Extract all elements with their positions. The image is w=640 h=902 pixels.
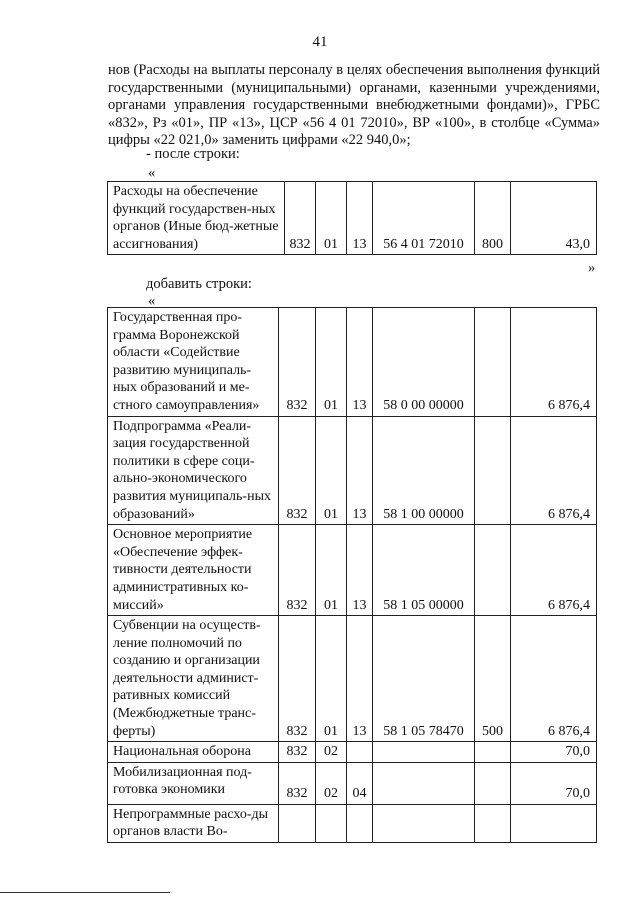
row-name: Мобилизационная под-готовка экономики [108, 762, 279, 804]
row-grbs: 832 [279, 742, 316, 763]
footer-rule [0, 892, 170, 893]
table-row [108, 416, 597, 525]
open-quote-1: « [148, 165, 156, 181]
row-sum: 6 876,4 [511, 308, 597, 417]
row-vr [475, 308, 511, 417]
row-rz: 02 [316, 742, 347, 763]
row-sum: 70,0 [511, 742, 597, 763]
row-pr: 13 [347, 308, 373, 417]
open-quote-2: « [148, 293, 156, 309]
row-name: Основное мероприятие «Обеспечение эффек-тивности деятельности административных ко-миссий» [108, 525, 279, 616]
row-rz [316, 804, 347, 842]
row-pr: 13 [347, 616, 373, 742]
row-csr [373, 762, 475, 804]
close-quote: » [588, 260, 596, 276]
row-pr: 13 [347, 525, 373, 616]
table-row [108, 762, 597, 804]
row-rz: 02 [316, 762, 347, 804]
row-sum: 6 876,4 [511, 416, 597, 525]
row-vr: 800 [475, 182, 511, 255]
table-row [108, 308, 597, 417]
row-name: Расходы на обеспечение функций государствен-ных органов (Иные бюд-жетные ассигнования) [108, 182, 285, 255]
row-csr [373, 804, 475, 842]
table-added-rows [107, 307, 597, 843]
add-lines-label: добавить строки: [146, 276, 252, 292]
row-grbs: 832 [279, 525, 316, 616]
row-sum: 6 876,4 [511, 616, 597, 742]
row-grbs [279, 804, 316, 842]
row-pr: 04 [347, 762, 373, 804]
table-row [108, 525, 597, 616]
row-pr [347, 804, 373, 842]
row-vr: 500 [475, 616, 511, 742]
row-csr: 58 0 00 00000 [373, 308, 475, 417]
table-row [108, 182, 597, 255]
row-rz: 01 [316, 308, 347, 417]
row-vr [475, 742, 511, 763]
row-pr: 13 [347, 182, 373, 255]
row-grbs: 832 [279, 308, 316, 417]
after-line-label: - после строки: [146, 146, 240, 162]
intro-paragraph: нов (Расходы на выплаты персоналу в целях обеспечения выполнения функций государственными (муниципальными) органами, казенными учреждениями, органами управления государственными внебюджетными фондами)», ГРБС «832», Рз «01», ПР «13», ЦСР «56 4 01 72010», ВР «100», в столбце «Сумма» цифры «22 021,0» заменить цифрами «22 940,0»; [108, 62, 600, 149]
row-csr: 58 1 05 78470 [373, 616, 475, 742]
row-sum: 43,0 [511, 182, 597, 255]
row-csr: 58 1 00 00000 [373, 416, 475, 525]
row-grbs: 832 [279, 616, 316, 742]
row-rz: 01 [316, 525, 347, 616]
row-rz: 01 [316, 616, 347, 742]
row-vr [475, 525, 511, 616]
table-row [108, 804, 597, 842]
row-name: Подпрограмма «Реали-зация государственной политики в сфере соци-ально-экономического развития муниципаль-ных образований» [108, 416, 279, 525]
row-pr [347, 742, 373, 763]
row-grbs: 832 [279, 416, 316, 525]
table-row [108, 742, 597, 763]
row-vr [475, 416, 511, 525]
row-grbs: 832 [285, 182, 316, 255]
row-name: Национальная оборона [108, 742, 279, 763]
row-rz: 01 [316, 182, 347, 255]
row-csr: 56 4 01 72010 [373, 182, 475, 255]
page-number: 41 [312, 34, 328, 50]
row-name: Государственная про-грамма Воронежской области «Содействие развитию муниципаль-ных образований и ме-стного самоуправления» [108, 308, 279, 417]
row-vr [475, 804, 511, 842]
row-vr [475, 762, 511, 804]
row-sum: 6 876,4 [511, 525, 597, 616]
row-rz: 01 [316, 416, 347, 525]
row-csr: 58 1 05 00000 [373, 525, 475, 616]
row-pr: 13 [347, 416, 373, 525]
row-grbs: 832 [279, 762, 316, 804]
table-existing-row [107, 181, 597, 255]
row-sum: 70,0 [511, 762, 597, 804]
row-name: Субвенции на осуществ-ление полномочий по созданию и организации деятельности админист-ративных комиссий (Межбюджетные транс-ферты) [108, 616, 279, 742]
row-sum [511, 804, 597, 842]
table-row [108, 616, 597, 742]
row-name: Непрограммные расхо-ды органов власти Во- [108, 804, 279, 842]
row-csr [373, 742, 475, 763]
